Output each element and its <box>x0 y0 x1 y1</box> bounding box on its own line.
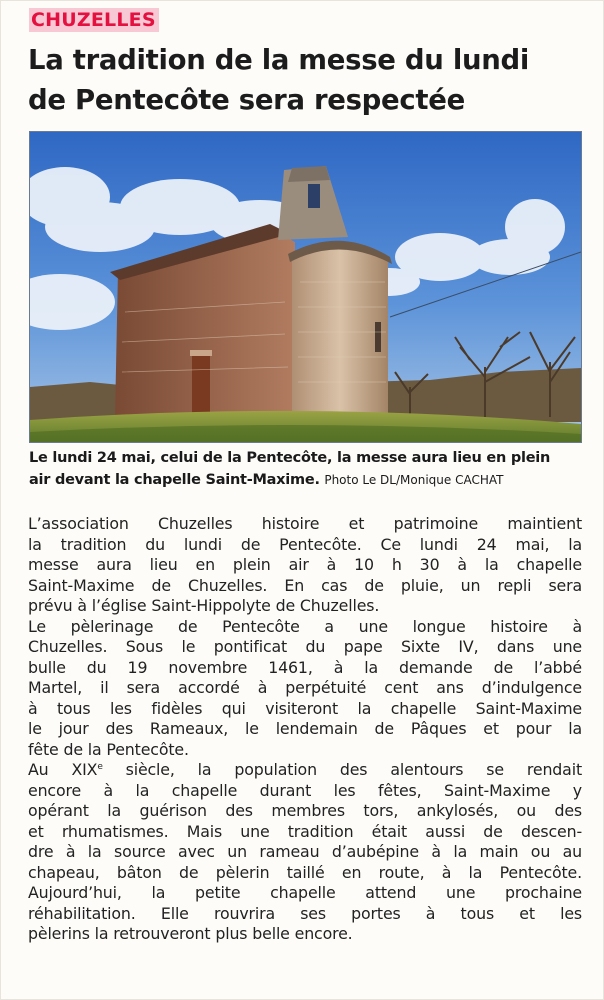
body-line: et rhumatismes. Mais une tradition était aussi de descen- <box>28 821 582 841</box>
body-line-start: Au XIX <box>28 760 98 779</box>
body-line: dre à la source avec un rameau d’aubépine à la main ou au <box>28 842 582 861</box>
ordinal-superscript: e <box>97 762 103 772</box>
section-kicker: CHUZELLES <box>29 8 159 32</box>
body-line: Martel, il sera accordé à perpétuité cent ans d’indulgence <box>28 678 582 697</box>
body-line: prévu à l’église Saint-Hippolyte de Chuzelles. <box>28 596 380 615</box>
body-line: Saint-Maxime de Chuzelles. En cas de pluie, un repli sera <box>28 575 582 595</box>
headline-line: de Pentecôte sera respectée <box>28 84 465 116</box>
body-line: Le pèlerinage de Pentecôte a une longue histoire à <box>28 616 582 636</box>
body-line: à tous les fidèles qui visiteront la chapelle Saint-Maxime <box>28 698 582 718</box>
caption-line: air devant la chapelle Saint-Maxime. <box>29 472 320 488</box>
body-line: la tradition du lundi de Pentecôte. Ce lundi 24 mai, la <box>28 534 582 554</box>
photo-caption <box>29 447 585 491</box>
article-body <box>28 514 582 945</box>
body-line: Chuzelles. Sous le pontificat du pape Sixte IV, dans une <box>28 637 582 656</box>
body-line: le jour des Rameaux, le lendemain de Pâques et pour la <box>28 719 582 738</box>
body-line: opérant la guérison des membres tors, ankylosés, ou des <box>28 801 582 820</box>
body-line <box>28 760 582 781</box>
body-line: fête de la Pentecôte. <box>28 739 189 759</box>
body-line: bulle du 19 novembre 1461, à la demande de l’abbé <box>28 657 582 677</box>
body-line: pèlerins la retrouveront plus belle encore. <box>28 924 353 943</box>
body-line: encore à la chapelle durant les fêtes, Saint-Maxime y <box>28 780 582 800</box>
photo-credit: Photo Le DL/Monique CACHAT <box>324 473 504 487</box>
body-line: réhabilitation. Elle rouvrira ses portes à tous et les <box>28 903 582 923</box>
article-headline <box>28 40 588 120</box>
body-line-rest: siècle, la population des alentours se rendait <box>102 760 582 779</box>
chapel-photo <box>29 131 582 443</box>
body-line: chapeau, bâton de pèlerin taillé en route, à la Pentecôte. <box>28 862 582 882</box>
body-line: L’association Chuzelles histoire et patrimoine maintient <box>28 514 582 533</box>
body-line: messe aura lieu en plein air à 10 h 30 à la chapelle <box>28 555 582 574</box>
caption-line: Le lundi 24 mai, celui de la Pentecôte, la messe aura lieu en plein <box>29 450 551 466</box>
body-line: Aujourd’hui, la petite chapelle attend une prochaine <box>28 883 582 902</box>
headline-line: La tradition de la messe du lundi <box>28 44 530 76</box>
